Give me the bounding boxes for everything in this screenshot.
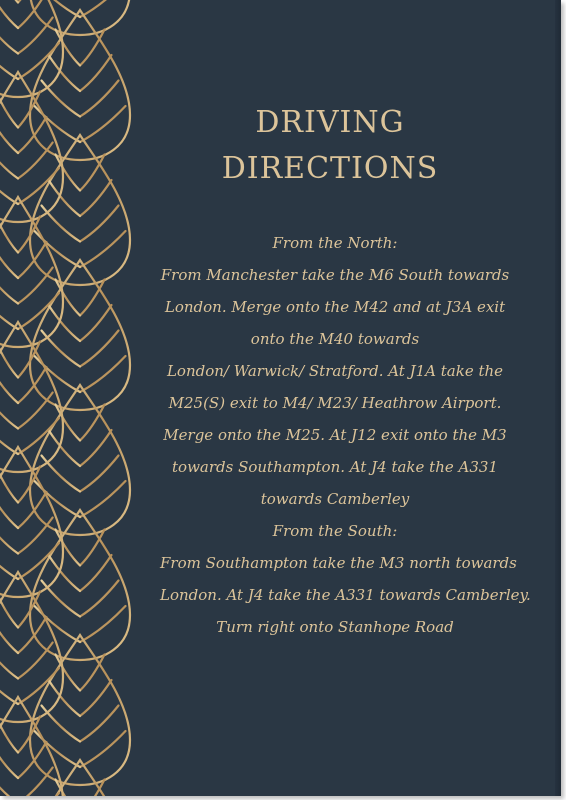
text-line: onto the M40 towards <box>250 330 420 348</box>
leaf-vein <box>0 242 18 278</box>
leaf-vein <box>0 768 18 797</box>
leaf-vein <box>0 0 18 3</box>
heading-south: From the South: <box>272 522 398 540</box>
page-title <box>170 100 490 192</box>
text-line: towards Southampton. At J4 take the A331 <box>172 458 498 476</box>
card-edge-shadow <box>555 0 561 796</box>
leaf-vein <box>0 418 18 454</box>
leaf-vein <box>0 492 18 528</box>
leaf-outline <box>0 697 63 796</box>
leaf-vein <box>0 18 18 54</box>
leaf-vein <box>0 617 18 653</box>
leaf-vein <box>35 0 81 17</box>
text-line: Merge onto the M25. At J12 exit onto the M3 <box>163 426 507 444</box>
text-line: From Southampton take the M3 north towards <box>160 554 517 572</box>
leaf-vein <box>0 643 18 679</box>
leaf-vein <box>0 0 18 28</box>
title-line-1: DRIVING <box>255 105 405 140</box>
leaf-vein <box>0 143 18 179</box>
leaf-vein <box>0 367 18 403</box>
leaf-vein <box>0 393 18 429</box>
gold-leaf-ornament <box>0 0 150 796</box>
leaf-vein <box>18 793 59 796</box>
heading-north: From the North: <box>272 234 398 252</box>
leaf-vein <box>18 0 40 3</box>
text-line: M25(S) exit to M4/ M23/ Heathrow Airport. <box>168 394 502 412</box>
leaf-vein <box>0 117 18 153</box>
directions-text <box>160 227 531 643</box>
leaf-vein <box>0 518 18 554</box>
text-line: towards Camberley <box>260 490 410 508</box>
text-line: Turn right onto Stanhope Road <box>216 618 454 636</box>
leaf-vein <box>0 43 18 79</box>
leaf-vein <box>0 668 18 704</box>
leaf-vein <box>0 742 18 778</box>
leaf-vein <box>0 543 18 579</box>
text-line: London. At J4 take the A331 towards Camberley. <box>160 586 531 604</box>
leaf-vein <box>80 0 126 17</box>
leaf-vein <box>0 293 18 329</box>
text-line: London. Merge onto the M42 and at J3A exit <box>164 298 506 316</box>
title-line-2: DIRECTIONS <box>221 151 439 186</box>
leaf-vein <box>0 168 18 204</box>
text-line: From Manchester take the M6 South towards <box>160 266 510 284</box>
leaf-vein <box>0 268 18 304</box>
text-line: London/ Warwick/ Stratford. At J1A take the <box>166 362 504 380</box>
